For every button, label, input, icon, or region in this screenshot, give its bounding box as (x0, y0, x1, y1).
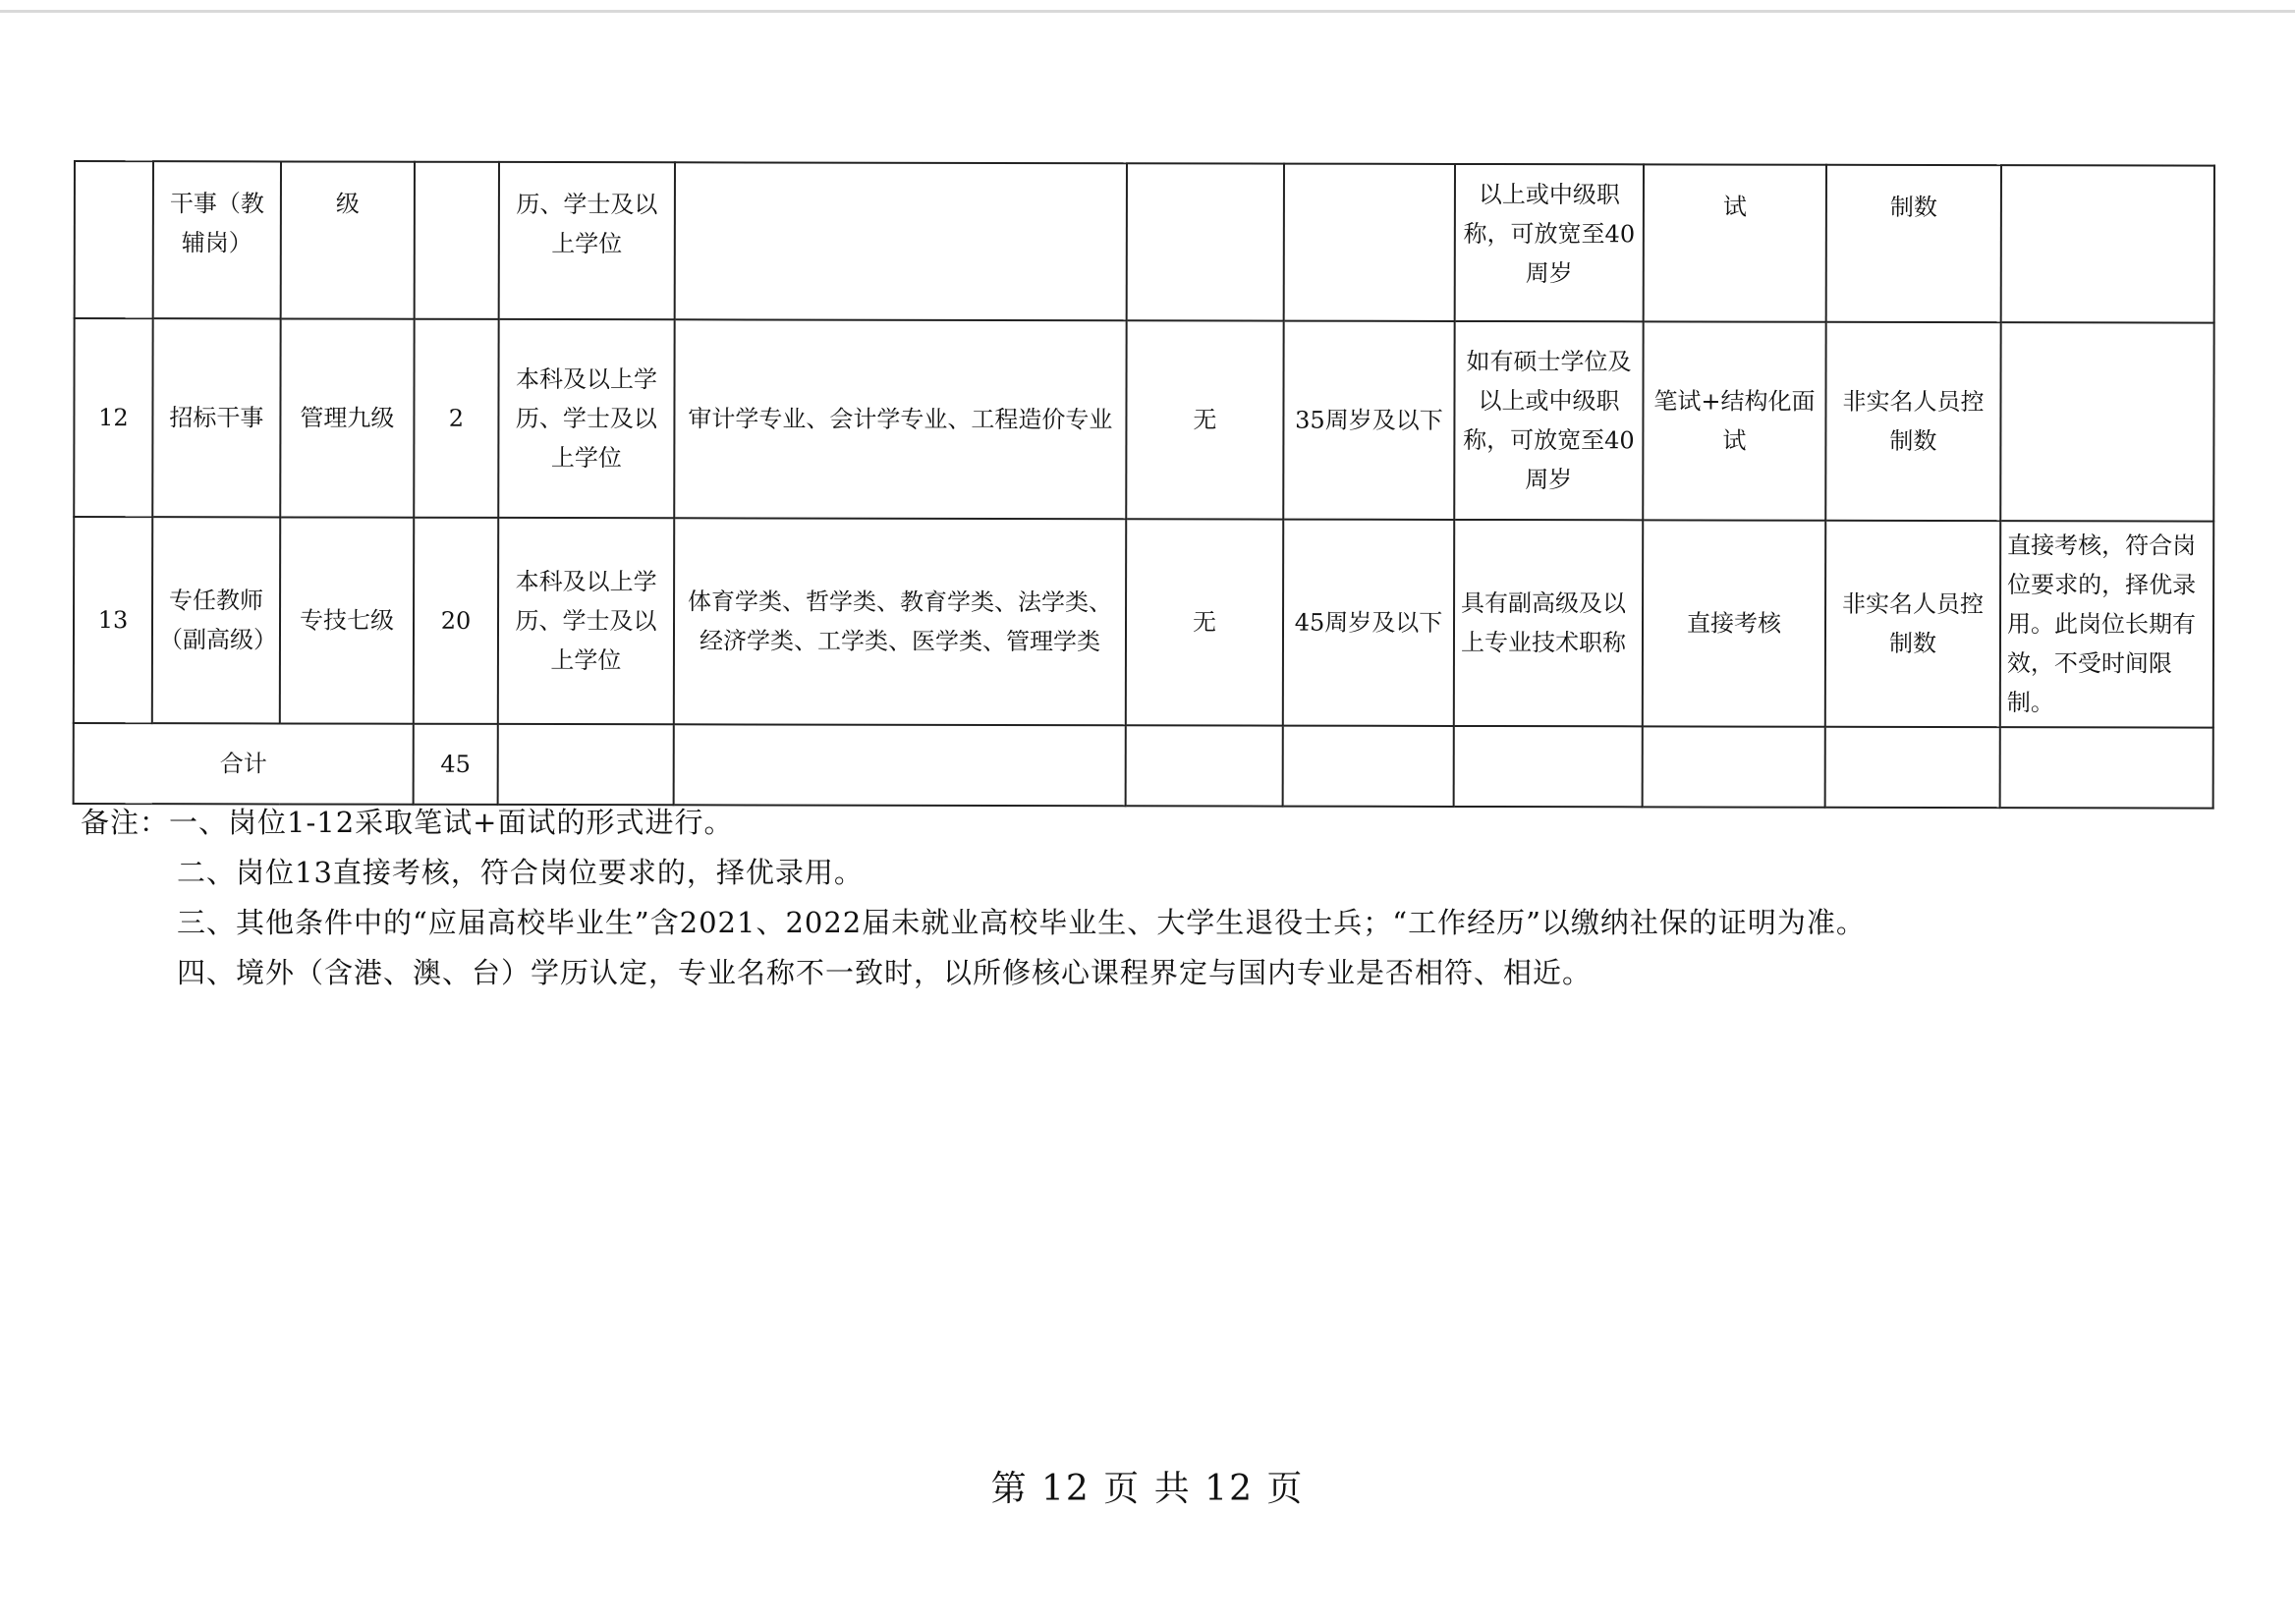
education-requirement: 历、学士及以上学位 (499, 162, 675, 319)
post-count (415, 162, 499, 319)
empty-cell (498, 724, 674, 805)
major-requirement: 体育学类、哲学类、教育学类、法学类、经济学类、工学类、医学类、管理学类 (674, 518, 1126, 725)
remark: 直接考核，符合岗位要求的，择优录用。此岗位长期有效，不受时间限制。 (2000, 521, 2213, 727)
empty-cell (1126, 725, 1283, 806)
remark (2001, 165, 2214, 322)
empty-cell (1283, 726, 1454, 807)
note-line: 四、境外（含港、澳、台）学历认定，专业名称不一致时，以所修核心课程界定与国内专业是否相符、相近。 (177, 956, 1593, 989)
major-requirement: 审计学专业、会计学专业、工程造价专业 (674, 319, 1126, 519)
other-requirement: 如有硕士学位及以上或中级职称，可放宽至40周岁 (1454, 321, 1643, 520)
table-row (74, 318, 2213, 522)
total-label: 合计 (74, 723, 414, 805)
empty-cell (1643, 726, 1825, 807)
table-row (75, 161, 2214, 323)
exam-method: 试 (1644, 164, 1826, 321)
experience-requirement (1127, 163, 1284, 320)
row-number: 12 (74, 318, 152, 517)
notes-block (81, 798, 2222, 998)
empty-cell (1454, 726, 1643, 807)
post-name: 干事（教辅岗） (153, 161, 281, 318)
exam-method: 笔试+结构化面试 (1643, 321, 1825, 520)
experience-requirement: 无 (1126, 320, 1283, 519)
major-requirement (675, 162, 1127, 320)
page-number: 第 12 页 共 12 页 (990, 1469, 1305, 1509)
staffing-type: 非实名人员控制数 (1825, 521, 2000, 727)
education-requirement: 本科及以上学历、学士及以上学位 (498, 518, 674, 724)
note-line: 三、其他条件中的“应届高校毕业生”含2021、2022届未就业高校毕业生、大学生退役士兵；“工作经历”以缴纳社保的证明为准。 (177, 906, 1866, 939)
post-count: 20 (414, 518, 498, 724)
scan-edge (0, 10, 2295, 13)
empty-cell (2000, 727, 2213, 808)
row-number (75, 161, 153, 318)
empty-cell (674, 724, 1126, 806)
post-name: 专任教师（副高级） (152, 517, 280, 723)
total-count: 45 (414, 724, 498, 805)
post-level: 专技七级 (280, 517, 414, 723)
staffing-type: 非实名人员控制数 (1825, 322, 2000, 521)
post-name: 招标干事 (152, 318, 280, 517)
age-requirement (1284, 164, 1455, 321)
age-requirement: 45周岁及以下 (1283, 520, 1454, 726)
note-line: 二、岗位13直接考核，符合岗位要求的，择优录用。 (177, 856, 864, 889)
post-count: 2 (414, 319, 498, 518)
table-total-row (74, 723, 2213, 809)
other-requirement: 具有副高级及以上专业技术职称 (1454, 520, 1643, 726)
post-level: 管理九级 (280, 318, 414, 517)
table-row (74, 517, 2213, 728)
row-number: 13 (74, 517, 152, 723)
age-requirement: 35周岁及以下 (1283, 321, 1454, 520)
recruitment-table (73, 160, 2215, 810)
education-requirement: 本科及以上学历、学士及以上学位 (498, 319, 674, 518)
experience-requirement: 无 (1126, 519, 1283, 725)
other-requirement: 以上或中级职称，可放宽至40周岁 (1455, 164, 1644, 321)
note-line: 备注：一、岗位1-12采取笔试+面试的形式进行。 (81, 806, 734, 839)
post-level: 级 (281, 161, 415, 318)
exam-method: 直接考核 (1643, 520, 1825, 726)
empty-cell (1825, 727, 2000, 808)
staffing-type: 制数 (1826, 165, 2001, 322)
remark (2000, 322, 2213, 521)
